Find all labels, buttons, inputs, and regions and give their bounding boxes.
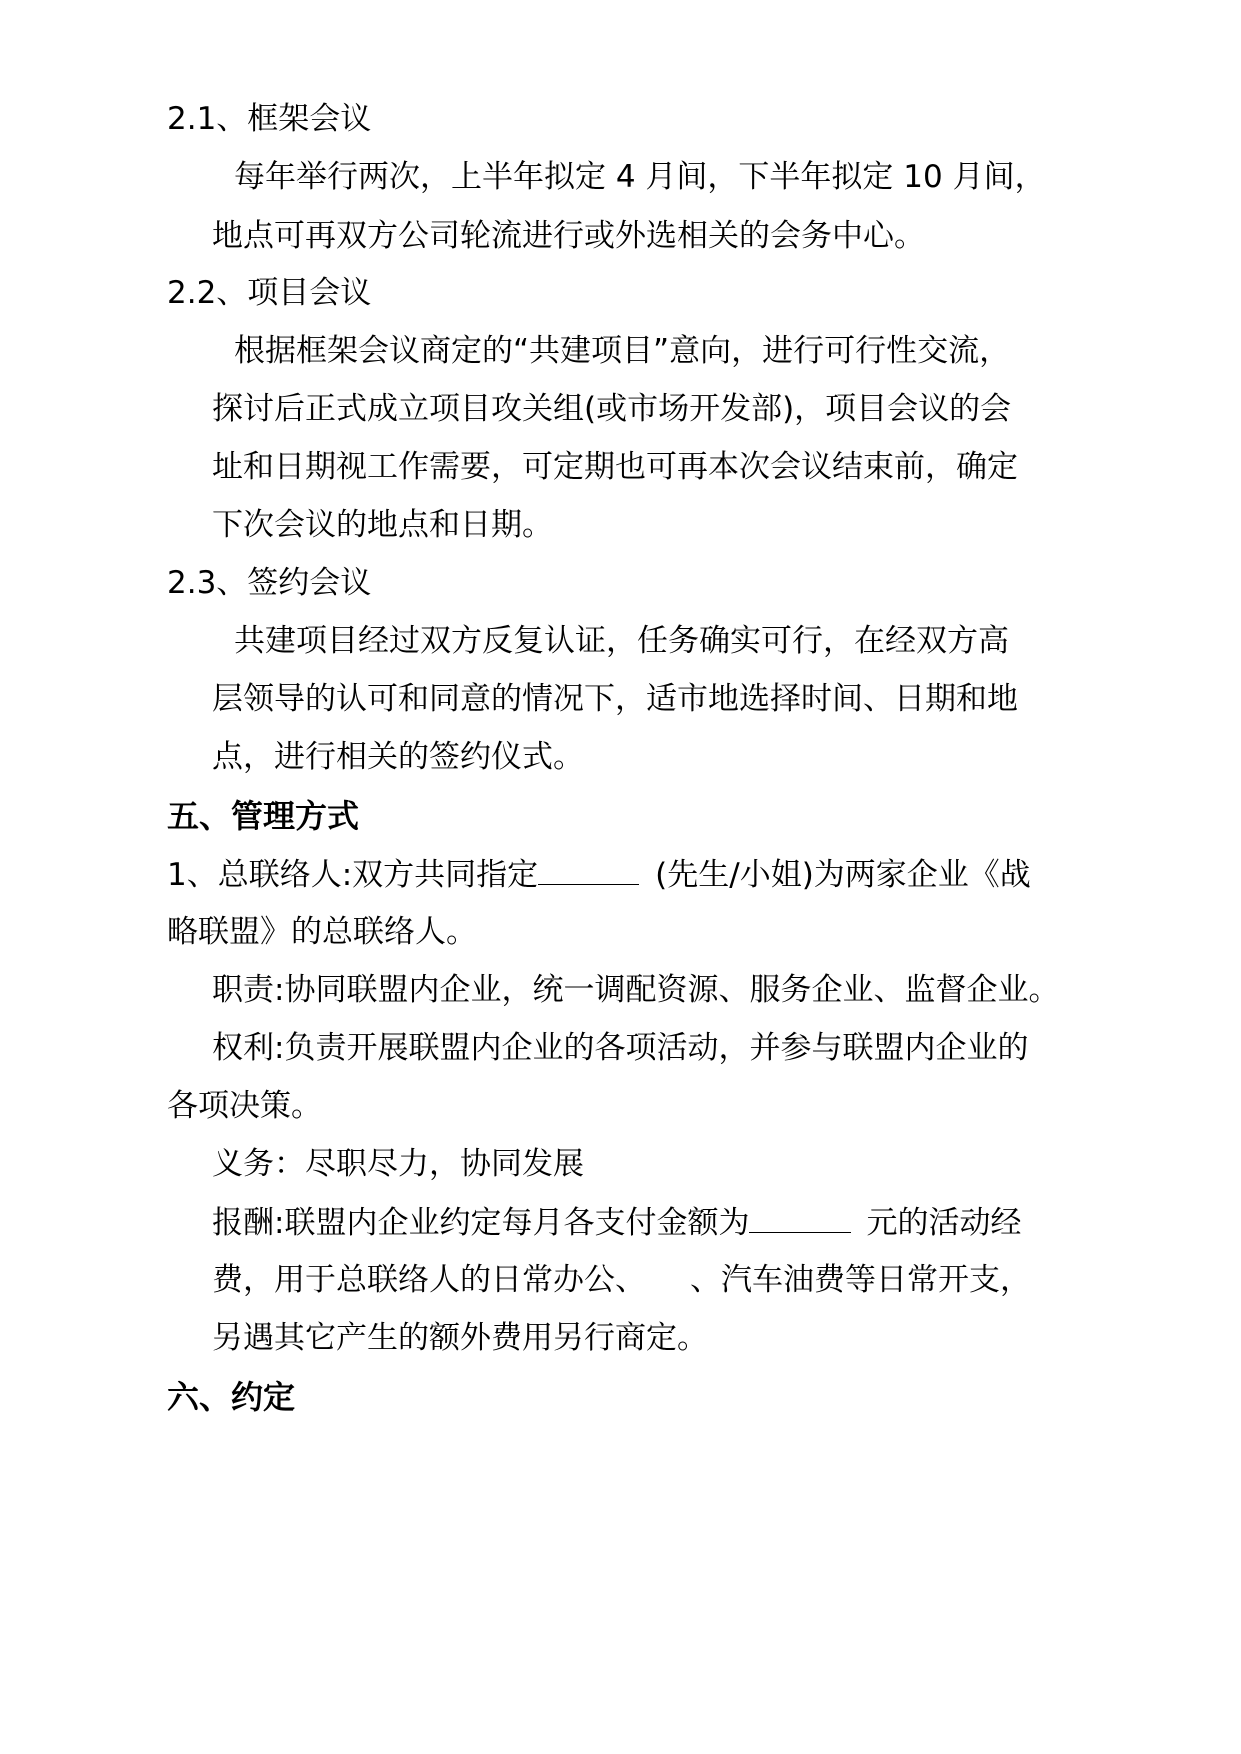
payment-line: [212, 1202, 1021, 1243]
payment-amount-blank: [749, 1202, 851, 1233]
contact-person-blank: [538, 854, 639, 885]
payment-text: 费，用于总联络人的日常办公、: [212, 1262, 646, 1298]
rights-line: 各项决策。: [167, 1088, 322, 1124]
section-2-2-heading: 2.2、项目会议: [167, 275, 372, 311]
section-2-2-paragraph-line: 探讨后正式成立项目攻关组(或市场开发部)，项目会议的会: [212, 391, 1012, 427]
section-2-3-paragraph-line: 层领导的认可和同意的情况下，适市地选择时间、日期和地: [212, 681, 1018, 717]
contact-person-line: 略联盟》的总联络人。: [167, 914, 477, 950]
section-2-3-paragraph-line: 点，进行相关的签约仪式。: [212, 739, 584, 775]
contact-person-text: 1、总联络人:双方共同指定: [167, 857, 539, 893]
section-2-1-paragraph-line: 每年举行两次，上半年拟定 4 月间，下半年拟定 10 月间，: [234, 159, 1046, 195]
section-2-2-paragraph-line: 根据框架会议商定的“共建项目”意向，进行可行性交流，: [234, 333, 1011, 369]
duty-line: 职责:协同联盟内企业，统一调配资源、服务企业、监督企业。: [212, 972, 1060, 1008]
payment-text: 元的活动经: [866, 1205, 1022, 1241]
section-5-heading: 五、管理方式: [167, 797, 360, 835]
section-2-3-paragraph-line: 共建项目经过双方反复认证，任务确实可行，在经双方高: [234, 623, 1009, 659]
section-6-heading: 六、约定: [167, 1378, 296, 1416]
obligation-line: 义务：尽职尽力，协同发展: [212, 1146, 584, 1182]
section-2-1-heading: 2.1、框架会议: [167, 101, 372, 137]
payment-line: 另遇其它产生的额外费用另行商定。: [212, 1320, 708, 1356]
payment-text: 、汽车油费等日常开支，: [690, 1262, 1031, 1298]
payment-line: [212, 1260, 1031, 1300]
rights-line: 权利:负责开展联盟内企业的各项活动，并参与联盟内企业的: [212, 1030, 1029, 1066]
section-2-2-paragraph-line: 址和日期视工作需要，可定期也可再本次会议结束前，确定: [212, 449, 1018, 485]
section-2-3-heading: 2.3、签约会议: [167, 565, 372, 601]
contact-person-text: (先生/小姐)为两家企业《战: [655, 857, 1031, 893]
payment-text: 报酬:联盟内企业约定每月各支付金额为: [212, 1205, 750, 1241]
section-2-1-paragraph-line: 地点可再双方公司轮流进行或外选相关的会务中心。: [212, 218, 925, 254]
section-2-2-paragraph-line: 下次会议的地点和日期。: [212, 507, 553, 543]
contact-person-line: [167, 854, 1031, 895]
